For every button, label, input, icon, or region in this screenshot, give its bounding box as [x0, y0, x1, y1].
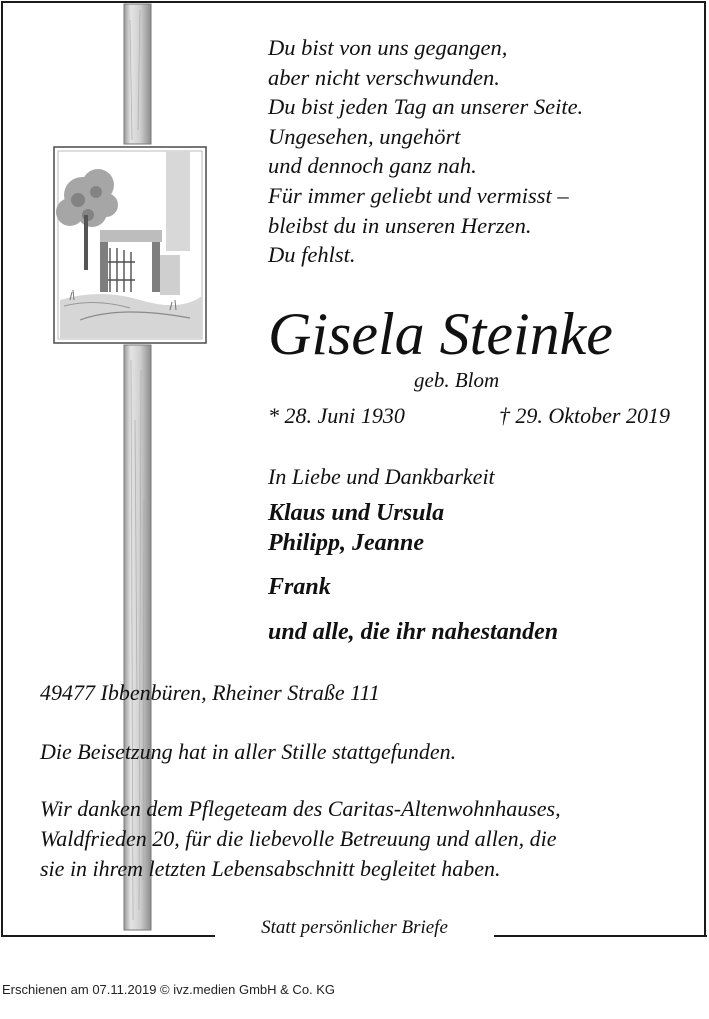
poem-line: Du bist jeden Tag an unserer Seite.	[268, 94, 584, 120]
poem-line: Du bist von uns gegangen,	[268, 35, 508, 60]
death-date: † 29. Oktober 2019	[498, 403, 670, 428]
mourner-name: Philipp, Jeanne	[268, 530, 425, 556]
bottom-divider-left	[1, 935, 215, 937]
bottom-caption: Statt persönlicher Briefe	[261, 917, 448, 938]
poem-line: Für immer geliebt und vermisst –	[268, 182, 569, 208]
dedication-intro: In Liebe und Dankbarkeit	[268, 464, 495, 489]
life-dates	[268, 403, 670, 429]
birth-name: geb. Blom	[414, 368, 500, 392]
poem	[268, 33, 583, 270]
thanks-text	[40, 794, 561, 884]
bottom-divider-right	[494, 935, 707, 937]
thanks-line: Wir danken dem Pflegeteam des Caritas-Altenwohnhauses,	[40, 796, 561, 821]
thanks-line: sie in ihrem letzten Lebensabschnitt begleitet haben.	[40, 856, 501, 881]
mourner-name: Frank	[268, 574, 331, 600]
poem-line: Du fehlst.	[268, 242, 356, 268]
poem-line: Ungesehen, ungehört	[268, 123, 461, 149]
address: 49477 Ibbenbüren, Rheiner Straße 111	[40, 680, 380, 705]
poem-line: bleibst du in unseren Herzen.	[268, 212, 532, 238]
deceased-name: Gisela Steinke	[268, 301, 613, 367]
publication-footer: Erschienen am 07.11.2019 © ivz.medien GmbH & Co. KG	[2, 982, 336, 997]
mourner-name: und alle, die ihr nahestanden	[268, 619, 559, 645]
poem-line: und dennoch ganz nah.	[268, 153, 477, 179]
cross-garden-gate-drawing-icon	[40, 0, 230, 932]
mourner-name: Klaus und Ursula	[268, 500, 445, 526]
birth-date: * 28. Juni 1930	[268, 403, 405, 428]
poem-line: aber nicht verschwunden.	[268, 64, 500, 90]
thanks-line: Waldfrieden 20, für die liebevolle Betreuung und allen, die	[40, 826, 557, 851]
burial-note: Die Beisetzung hat in aller Stille stattgefunden.	[40, 739, 457, 764]
